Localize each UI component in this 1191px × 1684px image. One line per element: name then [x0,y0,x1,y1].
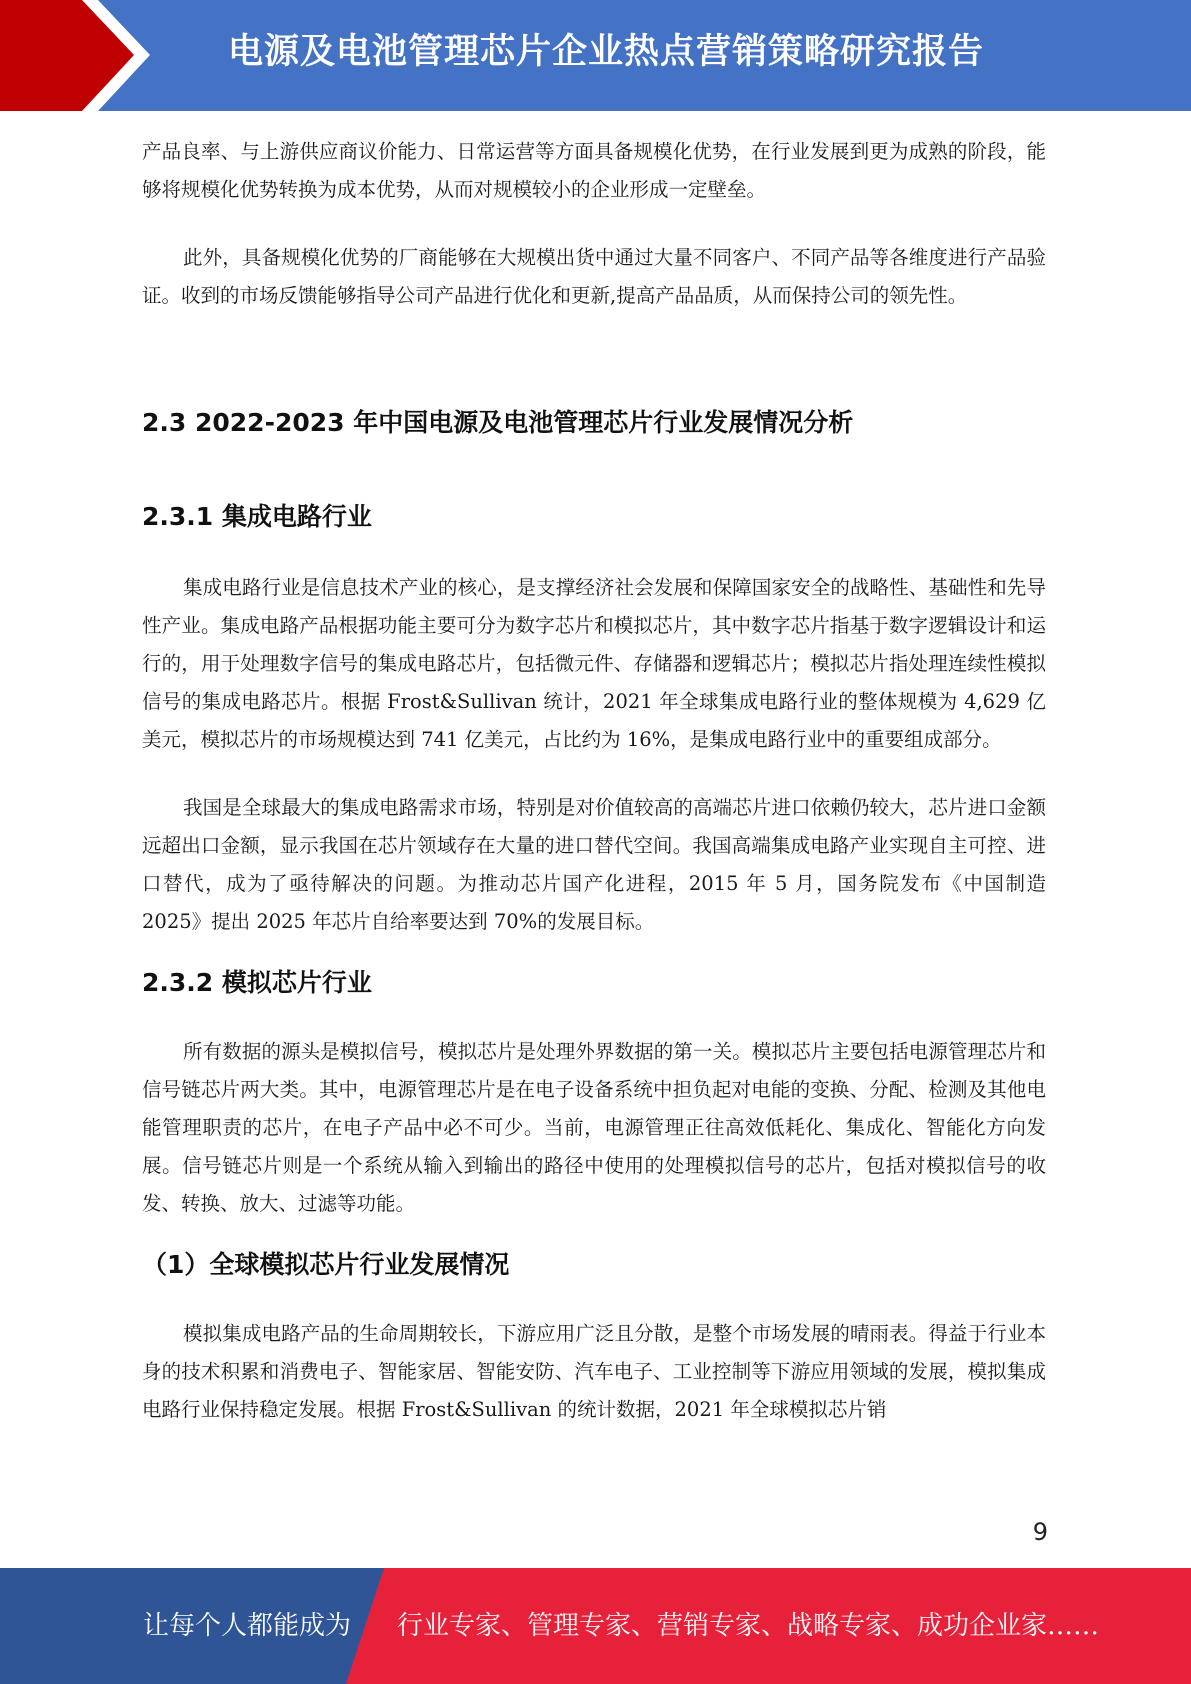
subsection-heading-1: （1）全球模拟芯片行业发展情况 [142,1250,510,1279]
page-number: 9 [1032,1518,1048,1546]
section-heading-2-3-1: 2.3.1 集成电路行业 [142,502,372,531]
document-body [142,133,1046,1429]
paragraph-5: 所有数据的源头是模拟信号，模拟芯片是处理外界数据的第一关。模拟芯片主要包括电源管理芯片和信号链芯片两大类。其中，电源管理芯片是在电子设备系统中担负起对电能的变换、分配、检测及其他电能管理职责的芯片，在电子产品中必不可少。当前，电源管理正往高效低耗化、集成化、智能化方向发展。信号链芯片则是一个系统从输入到输出的路径中使用的处理模拟信号的芯片，包括对模拟信号的收发、转换、放大、过滤等功能。 [142,1040,1046,1215]
section-heading-2-3-2: 2.3.2 模拟芯片行业 [142,968,372,997]
header-title: 电源及电池管理芯片企业热点营销策略研究报告 [228,32,985,72]
page-footer [0,1568,1191,1684]
footer-slogan-right: 行业专家、管理专家、营销专家、战略专家、成功企业家…… [397,1611,1100,1641]
page-header [0,0,1191,111]
header-arrow-icon [0,0,160,111]
paragraph-3: 集成电路行业是信息技术产业的核心，是支撑经济社会发展和保障国家安全的战略性、基础性和先导性产业。集成电路产品根据功能主要可分为数字芯片和模拟芯片，其中数字芯片指基于数字逻辑设计和运行的，用于处理数字信号的集成电路芯片，包括微元件、存储器和逻辑芯片；模拟芯片指处理连续性模拟信号的集成电路芯片。根据 Frost&Sullivan 统计，2021 年全球集成电路行业的整体规模为 4,629 亿美元，模拟芯片的市场规模达到 741 亿美元，占比约为 16%，是集成电路行业中的重要组成部分。 [142,576,1046,751]
footer-slogan-left: 让每个人都能成为 [143,1611,352,1641]
paragraph-6: 模拟集成电路产品的生命周期较长，下游应用广泛且分散，是整个市场发展的晴雨表。得益于行业本身的技术积累和消费电子、智能家居、智能安防、汽车电子、工业控制等下游应用领域的发展，模拟集成电路行业保持稳定发展。根据 Frost&Sullivan 的统计数据，2021 年全球模拟芯片销 [142,1322,1046,1421]
section-heading-2-3: 2.3 2022-2023 年中国电源及电池管理芯片行业发展情况分析 [142,408,854,437]
paragraph-2: 此外，具备规模化优势的厂商能够在大规模出货中通过大量不同客户、不同产品等各维度进行产品验证。收到的市场反馈能够指导公司产品进行优化和更新,提高产品品质，从而保持公司的领先性。 [142,246,1046,307]
paragraph-1: 产品良率、与上游供应商议价能力、日常运营等方面具备规模化优势，在行业发展到更为成熟的阶段，能够将规模化优势转换为成本优势，从而对规模较小的企业形成一定壁垒。 [142,140,1046,201]
paragraph-4: 我国是全球最大的集成电路需求市场，特别是对价值较高的高端芯片进口依赖仍较大，芯片进口金额远超出口金额，显示我国在芯片领域存在大量的进口替代空间。我国高端集成电路产业实现自主可控、进口替代，成为了亟待解决的问题。为推动芯片国产化进程，2015 年 5 月，国务院发布《中国制造 2025》提出 2025 年芯片自给率要达到 70%的发展目标。 [142,796,1046,933]
